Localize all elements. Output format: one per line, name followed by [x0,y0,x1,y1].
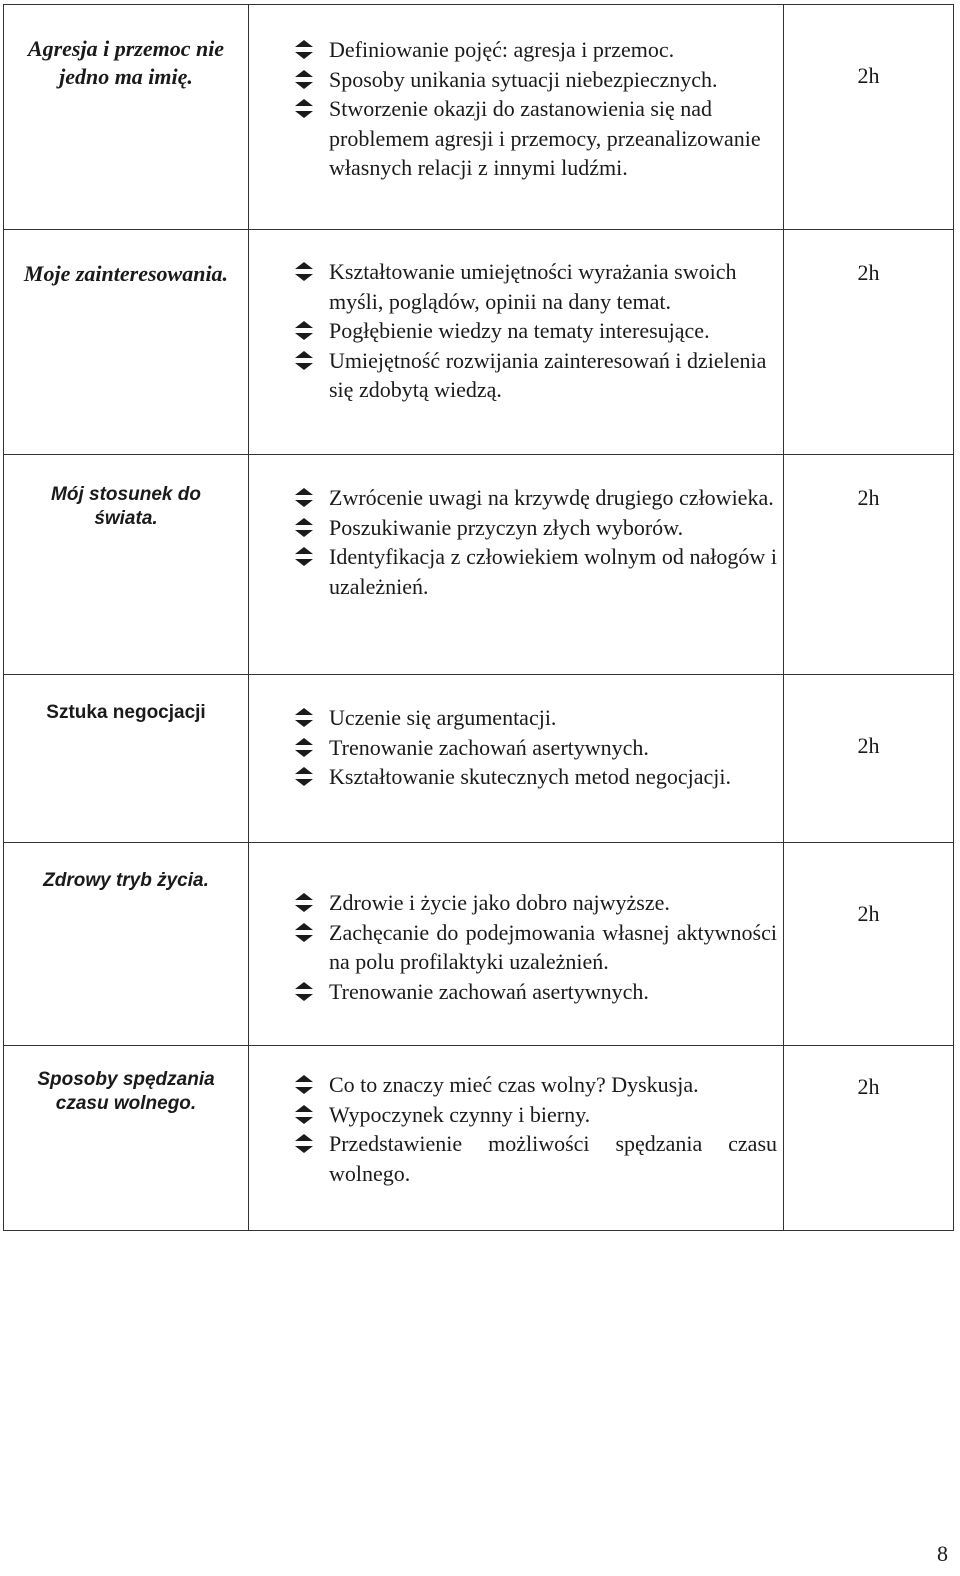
goal-text: Stworzenie okazji do zastanowienia się nad problemem agresji i przemocy, przeanalizowanie własnych relacji z innymi ludźmi. [329,96,761,180]
hours-cell [784,843,954,1046]
table-row [4,675,954,843]
topic-cell [4,675,249,843]
table-row [4,230,954,455]
up-down-arrow-icon [293,767,315,787]
goal-text: Pogłębienie wiedzy na tematy interesujące. [329,318,710,343]
table-row [4,455,954,675]
list-item [249,346,777,405]
up-down-arrow-icon [293,547,315,567]
goals-cell [249,5,784,230]
list-item [249,542,777,601]
list-item [249,762,777,792]
goals-list [249,257,783,405]
table-row [4,5,954,230]
hours-cell [784,5,954,230]
up-down-arrow-icon [293,1105,315,1125]
goal-text: Identyfikacja z człowiekiem wolnym od nałogów i uzależnień. [329,544,777,599]
hours-value: 2h [857,260,880,285]
goal-text: Trenowanie zachowań asertywnych. [329,734,649,760]
hours-cell [784,230,954,455]
list-item [249,483,777,513]
list-item [249,94,777,183]
list-item [249,977,777,1007]
goals-cell [249,1046,784,1231]
topic-title: Sposoby spędzania czasu wolnego. [37,1069,215,1114]
goals-cell [249,675,784,843]
hours-cell [784,1046,954,1231]
topic-title: Agresja i przemoc nie jedno ma imię. [27,36,225,89]
goals-list [249,35,783,183]
list-item [249,1129,777,1188]
list-item [249,513,777,543]
topic-title: Moje zainteresowania. [23,261,229,286]
up-down-arrow-icon [293,40,315,60]
list-item [249,316,777,346]
goal-text: Definiowanie pojęć: agresja i przemoc. [329,37,675,62]
page-number: 8 [937,1541,948,1566]
list-item [249,1100,777,1130]
topic-cell [4,843,249,1046]
table-row [4,843,954,1046]
goal-text: Co to znaczy mieć czas wolny? Dyskusja. [329,1072,699,1097]
up-down-arrow-icon [293,1075,315,1095]
list-item [249,703,777,733]
goal-text: Kształtowanie skutecznych metod negocjacji. [329,764,731,789]
up-down-arrow-icon [293,70,315,90]
topic-cell [4,5,249,230]
goal-text: Zwrócenie uwagi na krzywdę drugiego człowieka. [329,485,774,510]
topic-cell [4,1046,249,1231]
goals-list [249,1070,783,1188]
hours-cell [784,455,954,675]
goals-cell [249,455,784,675]
goal-text: Poszukiwanie przyczyn złych wyborów. [329,514,684,540]
goals-cell [249,230,784,455]
topic-title: Zdrowy tryb życia. [43,870,209,891]
goals-cell [249,843,784,1046]
list-item [249,35,777,65]
goal-text: Przedstawienie możliwości spędzania czasu wolnego. [329,1131,777,1186]
hours-cell [784,675,954,843]
up-down-arrow-icon [293,321,315,341]
goal-text: Uczenie się argumentacji. [329,705,557,730]
goal-text: Zdrowie i życie jako dobro najwyższe. [329,890,670,915]
list-item [249,1070,777,1100]
up-down-arrow-icon [293,893,315,913]
goal-text: Zachęcanie do podejmowania własnej aktywności na polu profilaktyki uzależnień. [329,919,777,974]
list-item [249,888,777,918]
hours-value: 2h [857,901,880,926]
goal-text: Umiejętność rozwijania zainteresowań i dzielenia się zdobytą wiedzą. [329,347,767,402]
goals-list [249,703,783,792]
up-down-arrow-icon [293,708,315,728]
topic-title: Sztuka negocjacji [46,702,206,723]
up-down-arrow-icon [293,351,315,371]
goal-text: Sposoby unikania sytuacji niebezpiecznych. [329,66,718,92]
up-down-arrow-icon [293,488,315,508]
table-row [4,1046,954,1231]
up-down-arrow-icon [293,923,315,943]
up-down-arrow-icon [293,1134,315,1154]
hours-value: 2h [857,733,880,758]
program-table [3,4,954,1231]
list-item [249,65,777,95]
topic-cell [4,230,249,455]
list-item [249,733,777,763]
hours-value: 2h [857,63,880,88]
goals-list [249,888,783,1006]
hours-value: 2h [857,485,880,510]
list-item [249,918,777,977]
up-down-arrow-icon [293,982,315,1002]
up-down-arrow-icon [293,99,315,119]
goals-list [249,483,783,601]
up-down-arrow-icon [293,518,315,538]
goal-text: Trenowanie zachowań asertywnych. [329,978,649,1004]
topic-title: Mój stosunek do świata. [51,484,201,529]
list-item [249,257,777,316]
hours-value: 2h [857,1074,880,1099]
up-down-arrow-icon [293,262,315,282]
up-down-arrow-icon [293,738,315,758]
goal-text: Wypoczynek czynny i bierny. [329,1101,591,1127]
goal-text: Kształtowanie umiejętności wyrażania swoich myśli, poglądów, opinii na dany temat. [329,259,737,314]
topic-cell [4,455,249,675]
